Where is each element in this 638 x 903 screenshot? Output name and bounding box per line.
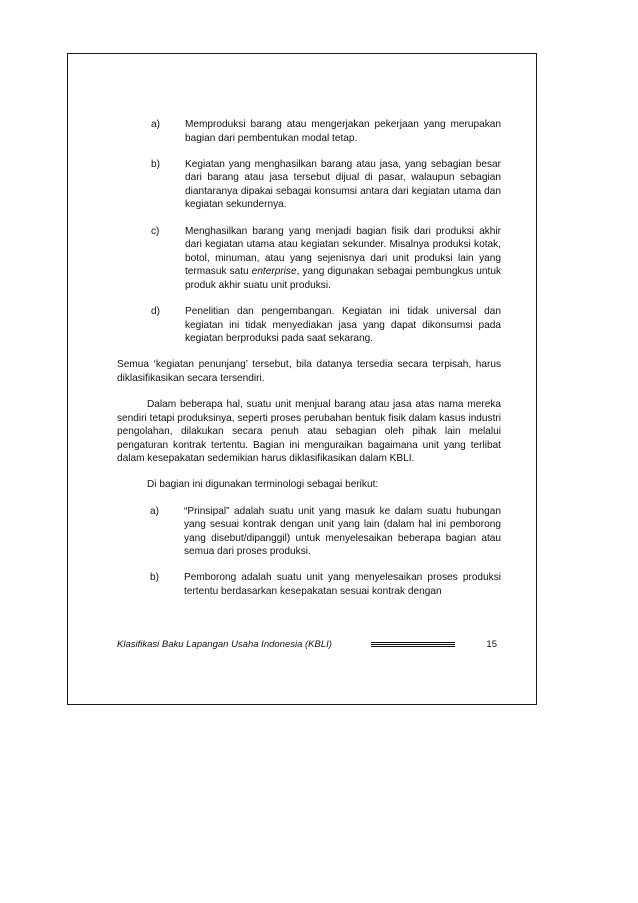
- footer-title: Klasifikasi Baku Lapangan Usaha Indonesia (KBLI): [117, 639, 332, 650]
- list-item-text-part: Menghasilkan barang yang menjadi bagian fisik dari produksi akhir dari kegiatan utama atau kegiatan sekunder. Misalnya produksi kotak, botol, minuman, atau yang sejenisnya dari unit produksi lain yang termasuk satu: [185, 225, 501, 278]
- list-item-text: Kegiatan yang menghasilkan barang atau jasa, yang sebagian besar dari barang atau jasa tersebut dijual di pasar, walaupun sebagian diantaranya dipakai sebagai konsumsi antara dari kegiatan utama dan kegiatan sekundernya.: [185, 158, 501, 211]
- list-item-text: Pemborong adalah suatu unit yang menyelesaikan proses produksi tertentu berdasarkan kesepakatan sesuai kontrak dengan: [184, 572, 501, 598]
- paragraph: Semua ‘kegiatan penunjang’ tersebut, bila datanya tersedia secara terpisah, harus diklasifikasikan secara tersendiri.: [117, 359, 501, 384]
- list-marker: b): [150, 572, 159, 584]
- paragraph: Dalam beberapa hal, suatu unit menjual barang atau jasa atas nama mereka sendiri tetapi produksinya, seperti proses perubahan bentuk fisik dalam kasus industri pengolahan, dilakukan secara penuh atau sebagian oleh pihak lain melalui pengaturan kontrak tertentu. Bagian ini menguraikan bagaimana unit yang terlibat dalam kesepakatan sedemikian harus diklasifikasikan dalam KBLI.: [117, 399, 501, 465]
- list-marker: c): [151, 225, 160, 237]
- page-footer: [117, 638, 501, 652]
- list-item: [117, 305, 501, 346]
- italic-term: enterprise: [251, 266, 297, 278]
- footer-rule: [371, 642, 455, 647]
- list-item-text: [185, 225, 501, 293]
- list-item: [117, 158, 501, 212]
- list-item-text-part: , yang digunakan sebagai pembungkus untuk produk akhir suatu unit produksi.: [185, 266, 501, 291]
- document-body: [117, 118, 501, 611]
- list-marker: b): [151, 158, 160, 170]
- list-item-text: Memproduksi barang atau mengerjakan pekerjaan yang merupakan bagian dari pembentukan modal tetap.: [185, 119, 501, 144]
- list-marker: d): [151, 306, 160, 318]
- activity-list: [117, 118, 501, 346]
- list-item: [117, 505, 501, 559]
- list-marker: a): [151, 119, 160, 130]
- page-number: 15: [486, 639, 497, 650]
- list-item: [117, 571, 501, 598]
- paragraph: Di bagian ini digunakan terminologi sebagai berikut:: [147, 479, 379, 491]
- list-item: [117, 118, 501, 145]
- list-marker: a): [150, 505, 159, 517]
- list-item-text: Penelitian dan pengembangan. Kegiatan ini tidak universal dan kegiatan ini tidak menyediakan jasa yang dapat dikonsumsi pada kegiatan berproduksi pada saat sekarang.: [185, 306, 501, 345]
- list-item: [117, 225, 501, 293]
- list-item-text: “Prinsipal” adalah suatu unit yang masuk ke dalam suatu hubungan yang sesuai kontrak dengan unit yang lain (dalam hal ini pemborong yang disebut/dipanggil) untuk menyelesaikan beberapa bagian atau semua dari proses produksi.: [184, 505, 501, 558]
- terminology-list: [117, 505, 501, 599]
